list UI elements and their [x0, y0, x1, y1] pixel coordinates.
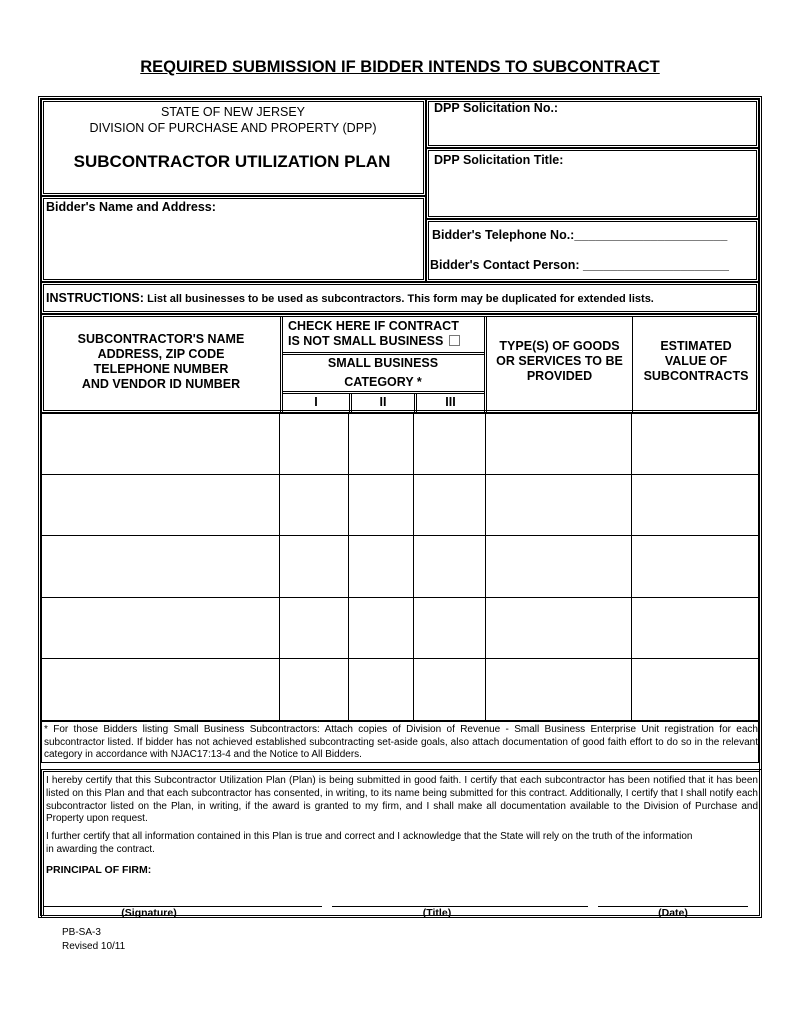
table-row	[41, 598, 759, 660]
table-row	[41, 413, 759, 475]
title-label: (Title)	[422, 907, 452, 919]
table-cell-cat-2[interactable]	[349, 413, 414, 474]
footnote: * For those Bidders listing Small Business Subcontractors: Attach copies of Division of Revenue - Small Business Enterprise Unit registration for each subcontractor listed. If bidder has not achieved established subcontracting set-aside goals, also attach documentation of good faith effort to do so in the relevant category in accordance with NJAC17:13-4 and the Notice to All Bidders.	[44, 724, 758, 760]
col-header-line: VALUE OF	[664, 354, 728, 368]
table-cell-name[interactable]	[41, 475, 280, 536]
signature-label: (Signature)	[121, 907, 177, 919]
table-cell-cat-1[interactable]	[280, 536, 349, 597]
solicitation-no-label: DPP Solicitation No.:	[434, 101, 559, 115]
table-row	[41, 659, 759, 721]
category-2-label: II	[379, 395, 387, 409]
instructions-text: List all businesses to be used as subcontractors. This form may be duplicated for extended lists.	[147, 293, 654, 305]
col-header-line: PROVIDED	[526, 369, 593, 383]
col-header-line: SUBCONTRACTS	[643, 369, 749, 383]
contact-person-field[interactable]: Bidder's Contact Person: _____________________	[430, 258, 729, 272]
table-cell-value[interactable]	[632, 475, 759, 536]
table-row	[41, 475, 759, 537]
col-header-line: AND VENDOR ID NUMBER	[81, 377, 241, 391]
table-cell-cat-2[interactable]	[349, 659, 414, 721]
check-line-2: IS NOT SMALL BUSINESS	[288, 334, 444, 348]
col-header-value	[634, 339, 758, 384]
col-header-line: TYPE(S) OF GOODS	[499, 339, 620, 353]
col-header-goods	[488, 339, 631, 384]
table-cell-cat-3[interactable]	[414, 536, 486, 597]
col-header-line: TELEPHONE NUMBER	[93, 362, 229, 376]
col-header-line: ADDRESS, ZIP CODE	[97, 347, 225, 361]
col-header-line: OR SERVICES TO BE	[496, 354, 623, 368]
form-id: PB-SA-3	[62, 927, 101, 938]
telephone-field[interactable]: Bidder's Telephone No.:______________________	[432, 228, 728, 242]
table-cell-cat-3[interactable]	[414, 659, 486, 721]
table-cell-value[interactable]	[632, 659, 759, 721]
table-row	[41, 536, 759, 598]
category-label: CATEGORY *	[344, 375, 422, 389]
table-cell-cat-3[interactable]	[414, 413, 486, 474]
certification-para-1: I hereby certify that this Subcontractor Utilization Plan (Plan) is being submitted in good faith. I certify that each subcontractor has been notified that it has been listed on this Plan and that each subcontractor has consented, in writing, to its name being submitted for this contract. Additionally, I certify that I shall notify each subcontractor listed on the Plan, in writing, if the award is granted to my firm, and I shall make all documentation available to the Division of Purchase and Property upon request.	[46, 775, 758, 825]
check-line-1: CHECK HERE IF CONTRACT	[288, 319, 459, 333]
revision-date: Revised 10/11	[62, 941, 126, 952]
table-cell-cat-2[interactable]	[349, 536, 414, 597]
date-label: (Date)	[658, 907, 688, 919]
table-cell-goods[interactable]	[486, 413, 632, 474]
division-name: DIVISION OF PURCHASE AND PROPERTY (DPP)	[89, 121, 377, 135]
table-cell-goods[interactable]	[486, 598, 632, 659]
small-business-label: SMALL BUSINESS	[327, 356, 439, 370]
table-cell-cat-1[interactable]	[280, 598, 349, 659]
instructions	[46, 291, 654, 305]
certification-para-2	[46, 831, 758, 857]
category-1-label: I	[314, 395, 318, 409]
col-header-check	[284, 319, 486, 349]
agency-name	[41, 104, 425, 136]
table-cell-cat-2[interactable]	[349, 475, 414, 536]
state-name: STATE OF NEW JERSEY	[161, 105, 305, 119]
table-cell-value[interactable]	[632, 413, 759, 474]
table-cell-name[interactable]	[41, 536, 280, 597]
table-cell-name[interactable]	[41, 413, 280, 474]
form-heading: REQUIRED SUBMISSION IF BIDDER INTENDS TO SUBCONTRACT	[140, 58, 660, 76]
instructions-label: INSTRUCTIONS:	[46, 291, 144, 305]
table-cell-cat-1[interactable]	[280, 475, 349, 536]
principal-label: PRINCIPAL OF FIRM:	[46, 864, 152, 876]
col-header-subcontractor	[44, 332, 278, 392]
table-cell-value[interactable]	[632, 536, 759, 597]
table-cell-goods[interactable]	[486, 536, 632, 597]
solicitation-title-label: DPP Solicitation Title:	[434, 153, 564, 167]
certification-line: I further certify that all information contained in this Plan is true and correct and I acknowledge that the State will rely on the truth of the information	[46, 831, 693, 842]
category-3-label: III	[445, 395, 456, 409]
table-cell-goods[interactable]	[486, 475, 632, 536]
col-header-line: ESTIMATED	[660, 339, 732, 353]
table-cell-name[interactable]	[41, 659, 280, 721]
table-cell-cat-1[interactable]	[280, 413, 349, 474]
certification-line: in awarding the contract.	[46, 843, 155, 855]
table-cell-cat-3[interactable]	[414, 598, 486, 659]
table-cell-cat-3[interactable]	[414, 475, 486, 536]
plan-title: SUBCONTRACTOR UTILIZATION PLAN	[73, 152, 391, 171]
col-header-line: SUBCONTRACTOR'S NAME	[77, 332, 245, 346]
not-small-business-checkbox[interactable]	[449, 335, 460, 346]
table-cell-cat-2[interactable]	[349, 598, 414, 659]
bidder-name-label: Bidder's Name and Address:	[46, 200, 216, 214]
table-cell-name[interactable]	[41, 598, 280, 659]
table-cell-cat-1[interactable]	[280, 659, 349, 721]
table-cell-goods[interactable]	[486, 659, 632, 721]
table-cell-value[interactable]	[632, 598, 759, 659]
